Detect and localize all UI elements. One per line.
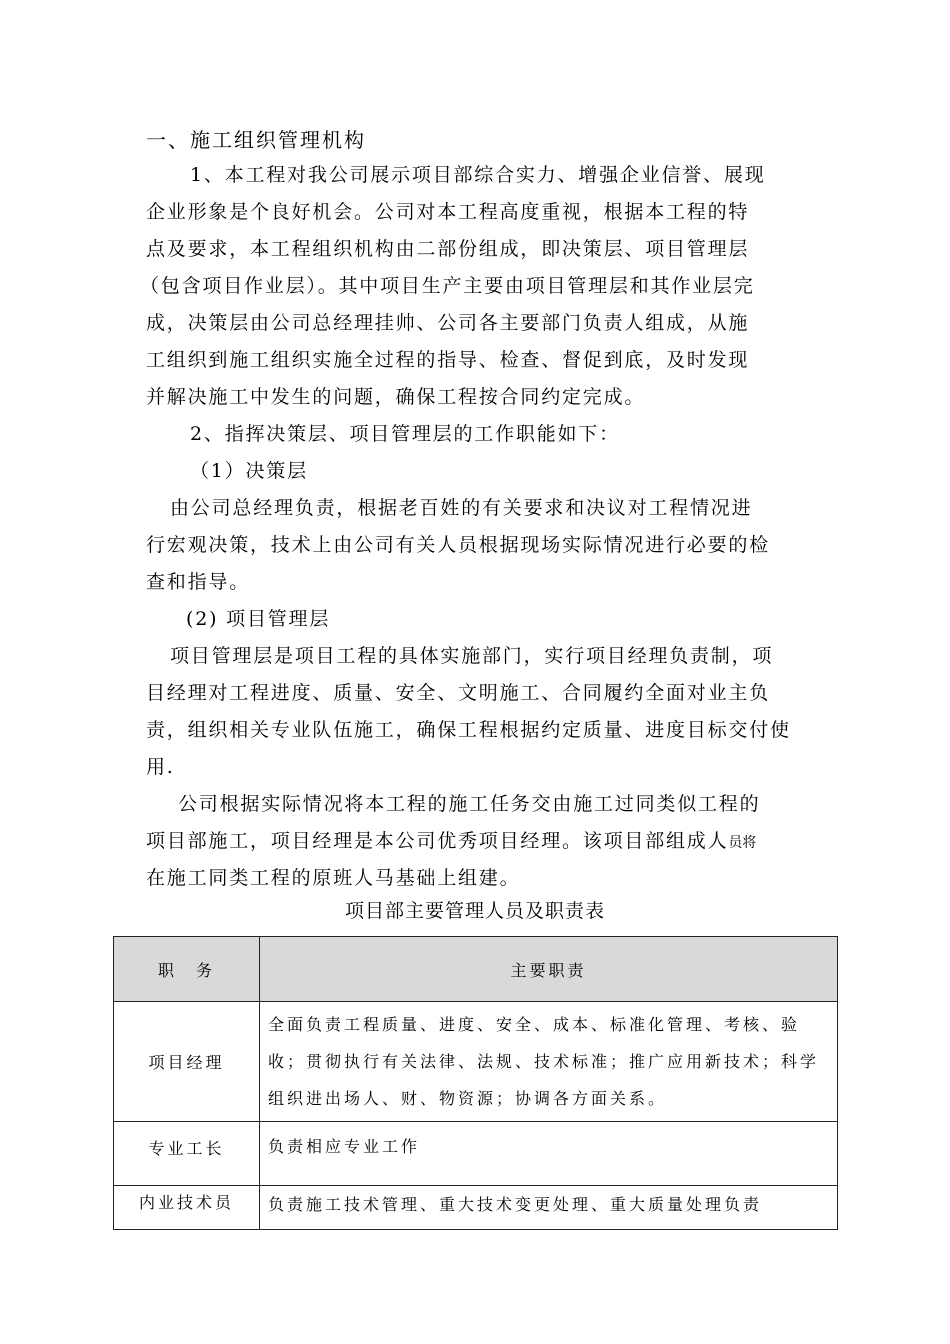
table-row bbox=[114, 1002, 838, 1122]
subheading-decision: （1）决策层 bbox=[190, 460, 308, 482]
duty-cell: 全面负责工程质量、进度、安全、成本、标准化管理、考核、验收；贯彻执行有关法律、法规、技术标准；推广应用新技术；科学组织进出场人、财、物资源；协调各方面关系。 bbox=[260, 1002, 838, 1122]
role-cell: 项目经理 bbox=[114, 1002, 260, 1122]
paragraph-line: 2、指挥决策层、项目管理层的工作职能如下： bbox=[190, 423, 620, 445]
paragraph-line: 由公司总经理负责，根据老百姓的有关要求和决议对工程情况进 bbox=[170, 497, 753, 519]
paragraph-line: （包含项目作业层）。其中项目生产主要由项目管理层和其作业层完 bbox=[140, 275, 755, 297]
duty-cell: 负责施工技术管理、重大技术变更处理、重大质量处理负责 bbox=[260, 1186, 838, 1230]
paragraph-line: 1、本工程对我公司展示项目部综合实力、增强企业信誉、展现 bbox=[190, 164, 766, 186]
paragraph-line: 用. bbox=[146, 756, 175, 778]
paragraph-line: 查和指导。 bbox=[146, 571, 251, 593]
role-cell: 内业技术员 bbox=[114, 1186, 260, 1230]
small-suffix: 员将 bbox=[728, 835, 757, 851]
table-row bbox=[114, 1122, 838, 1186]
section-heading: 一、施工组织管理机构 bbox=[146, 128, 366, 152]
paragraph-line: 在施工同类工程的原班人马基础上组建。 bbox=[146, 867, 521, 889]
header-duty: 主要职责 bbox=[260, 937, 838, 1002]
header-role: 职 务 bbox=[114, 937, 260, 1002]
table-row bbox=[114, 1186, 838, 1230]
paragraph-line: 公司根据实际情况将本工程的施工任务交由施工过同类似工程的 bbox=[178, 793, 761, 815]
paragraph-line-with-suffix bbox=[146, 824, 756, 860]
paragraph-line: 并解决施工中发生的问题，确保工程按合同约定完成。 bbox=[146, 386, 646, 408]
paragraph-line: 企业形象是个良好机会。公司对本工程高度重视，根据本工程的特 bbox=[146, 201, 750, 223]
paragraph-line: 目经理对工程进度、质量、安全、文明施工、合同履约全面对业主负 bbox=[146, 682, 771, 704]
paragraph-line: 成，决策层由公司总经理挂帅、公司各主要部门负责人组成，从施 bbox=[146, 312, 750, 334]
duty-cell: 负责相应专业工作 bbox=[260, 1122, 838, 1186]
role-cell: 专业工长 bbox=[114, 1122, 260, 1186]
paragraph-line: 项目管理层是项目工程的具体实施部门，实行项目经理负责制，项 bbox=[170, 645, 774, 667]
table-header-row bbox=[114, 937, 838, 1002]
paragraph-line: 工组织到施工组织实施全过程的指导、检查、督促到底，及时发现 bbox=[146, 349, 750, 371]
table-caption: 项目部主要管理人员及职责表 bbox=[344, 900, 605, 922]
paragraph-line: 责，组织相关专业队伍施工，确保工程根据约定质量、进度目标交付使 bbox=[146, 719, 791, 741]
paragraph-text: 项目部施工，项目经理是本公司优秀项目经理。该项目部组成人 bbox=[146, 830, 729, 852]
duties-table bbox=[113, 936, 838, 1230]
paragraph-line: 行宏观决策，技术上由公司有关人员根据现场实际情况进行必要的检 bbox=[146, 534, 771, 556]
paragraph-line: 点及要求，本工程组织机构由二部份组成，即决策层、项目管理层 bbox=[146, 238, 750, 260]
subheading-management: (2) 项目管理层 bbox=[186, 608, 331, 630]
